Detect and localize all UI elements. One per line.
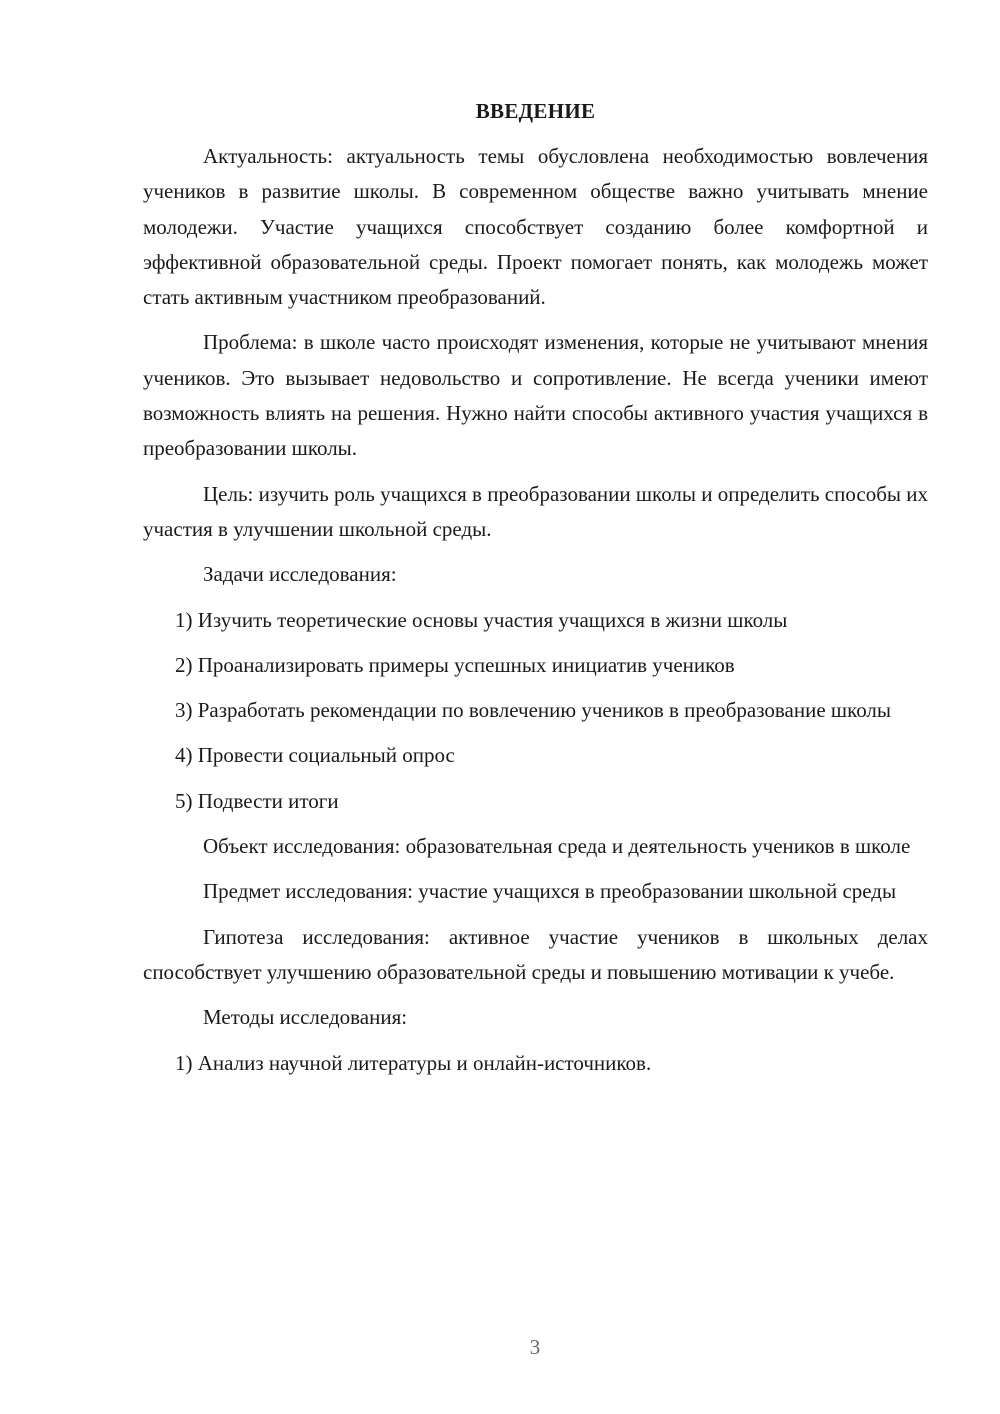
subject-paragraph: Предмет исследования: участие учащихся в преобразовании школьной среды (203, 879, 897, 904)
page-number: 3 (529, 1335, 541, 1359)
task-item-1: 1) Изучить теоретические основы участия учащихся в жизни школы (175, 607, 788, 632)
methods-heading: Методы исследования: (203, 1005, 408, 1030)
task-item-2: 2) Проанализировать примеры успешных инициатив учеников (175, 652, 735, 677)
task-item-3: 3) Разработать рекомендации по вовлечению учеников в преобразование школы (175, 698, 892, 723)
object-paragraph: Объект исследования: образовательная среда и деятельность учеников в школе (203, 834, 911, 859)
page-body (143, 94, 928, 1091)
relevance-paragraph: Актуальность: актуальность темы обусловлена необходимостью вовлечения учеников в развитие школы. В современном обществе важно учитывать мнение молодежи. Участие учащихся способствует созданию более комфортной и эффективной образовательной среды. Проект помогает понять, как молодежь может стать активным участником преобразований. (143, 144, 928, 310)
task-item-5: 5) Подвести итоги (175, 788, 339, 813)
tasks-heading: Задачи исследования: (203, 562, 397, 587)
goal-paragraph: Цель: изучить роль учащихся в преобразовании школы и определить способы их участия в улучшении школьной среды. (143, 481, 928, 541)
problem-paragraph: Проблема: в школе часто происходят изменения, которые не учитывают мнения учеников. Это вызывает недовольство и сопротивление. Не всегда ученики имеют возможность влиять на решения. Нужно найти способы активного участия учащихся в преобразовании школы. (143, 330, 928, 461)
section-title: ВВЕДЕНИЕ (475, 99, 596, 123)
hypothesis-paragraph: Гипотеза исследования: активное участие учеников в школьных делах способствует улучшению образовательной среды и повышению мотивации к учебе. (143, 924, 928, 984)
method-item-1: 1) Анализ научной литературы и онлайн-источников. (175, 1050, 652, 1075)
task-item-4: 4) Провести социальный опрос (175, 743, 455, 768)
